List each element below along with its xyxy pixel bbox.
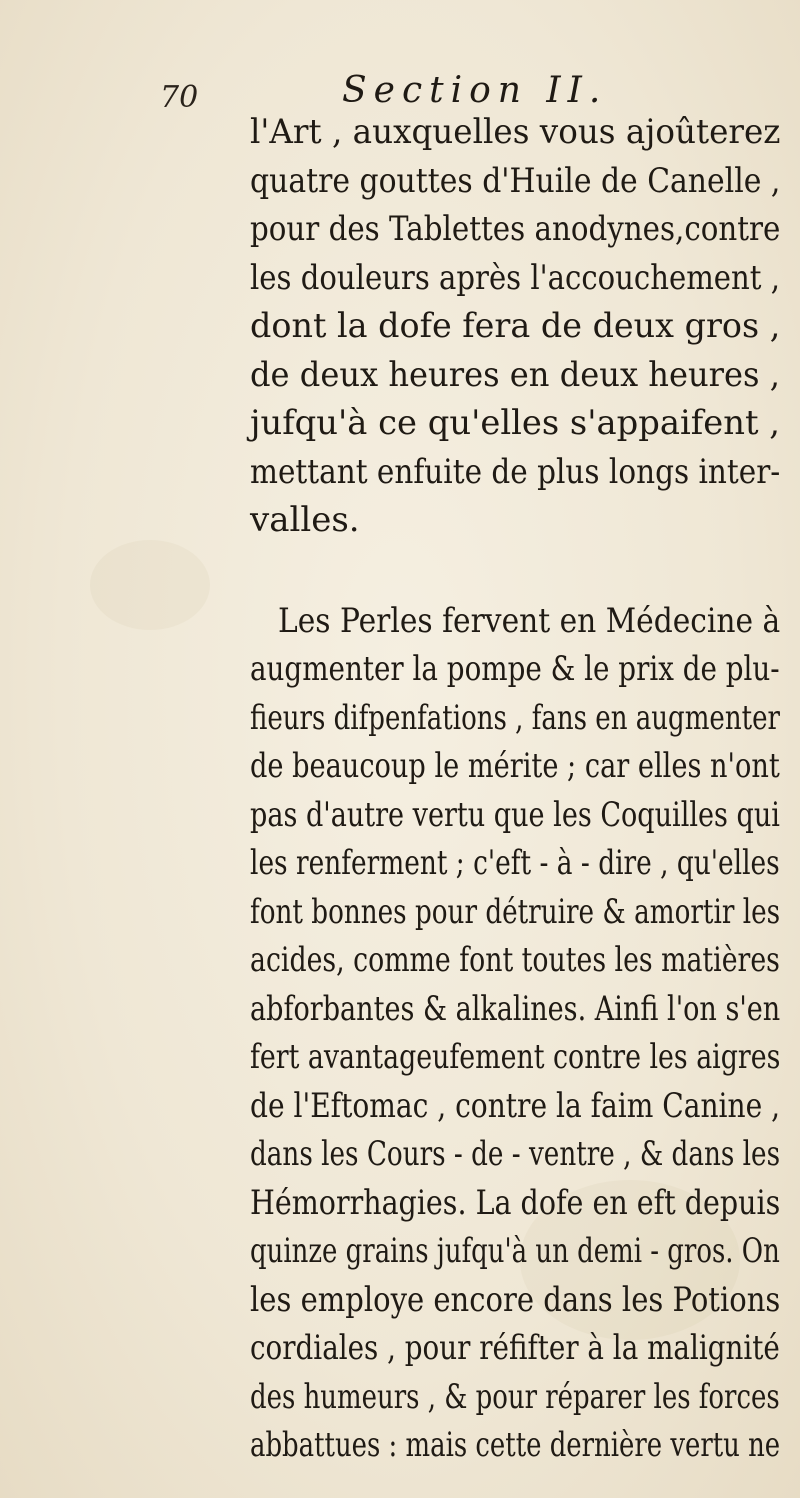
text-line: augmenter la pompe & le prix de plu-: [250, 649, 780, 689]
text-line: abforbantes & alkalines. Ainfi l'on s'en: [250, 988, 781, 1029]
text-line: pour des Tablettes anodynes,contre: [250, 209, 781, 249]
text-line: Hémorrhagies. La dofe en eft depuis: [250, 1182, 781, 1223]
text-line: les renferment ; c'eft - à - dire , qu'elles: [250, 843, 780, 883]
text-line: de deux heures en deux heures ,: [250, 354, 780, 395]
text-line: dans les Cours - de - ventre , & dans les: [250, 1134, 781, 1174]
text-line: dont la dofe fera de deux gros ,: [250, 306, 781, 346]
text-line: cordiales , pour réfifter à la malignité: [250, 1328, 780, 1368]
text-line: pas d'autre vertu que les Coquilles qui: [250, 794, 780, 835]
text-line: les douleurs après l'accouchement ,: [250, 257, 780, 298]
text-line: des humeurs , & pour réparer les forces: [250, 1376, 780, 1417]
text-line: Les Perles fervent en Médecine à: [278, 600, 781, 641]
text-line: les employe encore dans les Potions: [250, 1279, 781, 1320]
text-line: de beaucoup le mérite ; car elles n'ont: [250, 746, 780, 786]
page-header: [160, 66, 740, 116]
text-line: fert avantageufement contre les aigres: [250, 1037, 781, 1077]
text-line: mettant enfuite de plus longs inter-: [250, 451, 781, 492]
text-line: jufqu'à ce qu'elles s'appaifent ,: [250, 403, 780, 443]
paper-stain: [90, 540, 210, 630]
text-line: abbattues : mais cette dernière vertu ne: [250, 1425, 781, 1465]
text-line: quinze grains jufqu'à un demi - gros. On: [250, 1231, 780, 1271]
text-line: font bonnes pour détruire & amortir les: [250, 891, 781, 932]
text-line: quatre gouttes d'Huile de Canelle ,: [250, 160, 781, 201]
text-line: fieurs difpenfations , fans en augmenter: [250, 697, 780, 738]
text-line: l'Art , auxquelles vous ajoûterez: [250, 112, 781, 152]
page-number: 70: [160, 80, 199, 115]
text-line: acides, comme font toutes les matières: [250, 940, 780, 980]
text-line: de l'Eftomac , contre la faim Canine ,: [250, 1085, 781, 1126]
running-head: Section II.: [342, 70, 608, 111]
text-line: valles.: [250, 500, 360, 540]
